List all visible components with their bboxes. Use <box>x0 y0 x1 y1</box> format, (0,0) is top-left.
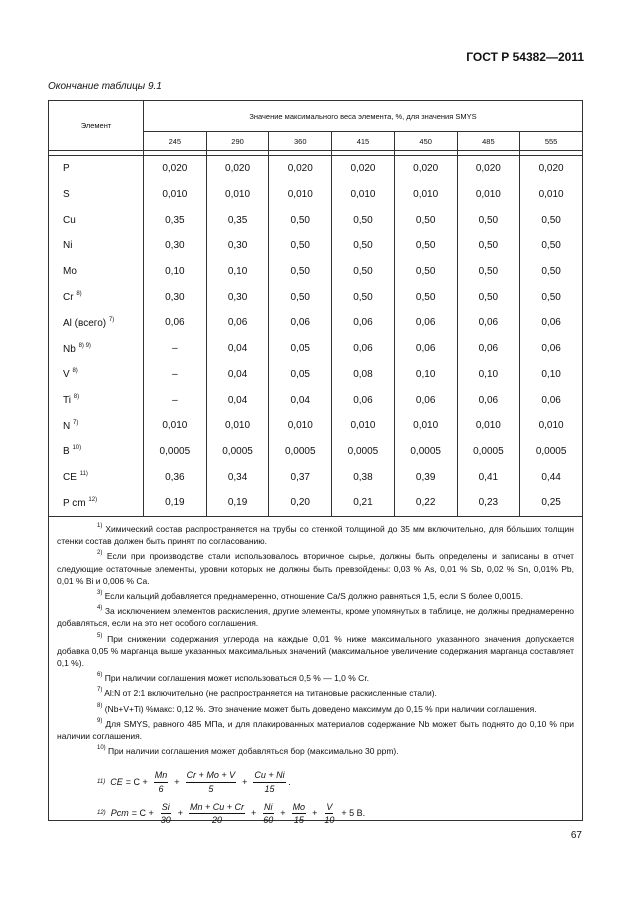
value-cell: 0,35 <box>144 207 207 233</box>
value-cell: 0,04 <box>206 387 269 413</box>
value-cell: 0,50 <box>520 284 583 310</box>
value-cell: 0,50 <box>457 233 520 259</box>
value-cell: 0,010 <box>520 182 583 208</box>
value-cell: 0,05 <box>269 362 332 388</box>
value-cell: 0,50 <box>269 207 332 233</box>
value-cell: 0,50 <box>332 259 395 285</box>
value-cell: 0,50 <box>520 233 583 259</box>
value-cell: 0,23 <box>457 490 520 516</box>
footnote: $^{7)}$ Al:N от 2:1 включительно (не распространяется на титановые раскисленные стали). <box>97 687 437 699</box>
value-cell: 0,50 <box>332 233 395 259</box>
value-cell: 0,06 <box>332 310 395 336</box>
value-cell: 0,06 <box>520 310 583 336</box>
table-row <box>49 284 583 310</box>
table-row <box>49 387 583 413</box>
table-row <box>49 207 583 233</box>
value-cell: 0,50 <box>269 233 332 259</box>
footnote: $^{6)}$ При наличии соглашения может использоваться 0,5 % — 1,0 % Cr. <box>97 672 370 684</box>
value-cell: 0,50 <box>332 207 395 233</box>
smys-header-cell: 245 <box>144 132 207 151</box>
value-cell: 0,04 <box>206 362 269 388</box>
value-cell: 0,010 <box>394 182 457 208</box>
value-cell: 0,05 <box>269 336 332 362</box>
value-cell: 0,50 <box>269 259 332 285</box>
value-cell: – <box>144 387 207 413</box>
value-cell: 0,50 <box>394 284 457 310</box>
value-cell: 0,06 <box>520 336 583 362</box>
smys-header-cell: 360 <box>269 132 332 151</box>
value-cell: 0,0005 <box>394 439 457 465</box>
table-row <box>49 490 583 516</box>
element-name-cell: Cu <box>49 207 144 233</box>
element-name-cell: CE $^{11)}$ <box>49 464 144 490</box>
value-cell: 0,010 <box>144 413 207 439</box>
value-cell: 0,20 <box>269 490 332 516</box>
smys-header-cell: 415 <box>332 132 395 151</box>
element-name-cell: V $^{8)}$ <box>49 362 144 388</box>
value-cell: 0,38 <box>332 464 395 490</box>
value-cell: 0,06 <box>520 387 583 413</box>
value-cell: 0,010 <box>206 413 269 439</box>
value-cell: 0,19 <box>206 490 269 516</box>
value-cell: 0,010 <box>520 413 583 439</box>
value-cell: 0,25 <box>520 490 583 516</box>
footnote: $^{3)}$ Если кальций добавляется преднамеренно, отношение Ca/S должно равняться 1,5, если S более 0,0015. <box>97 590 523 602</box>
element-name-cell: B $^{10)}$ <box>49 439 144 465</box>
value-cell: 0,35 <box>206 207 269 233</box>
value-cell: 0,010 <box>144 182 207 208</box>
value-cell: 0,50 <box>520 259 583 285</box>
pcm-formula: 12) Pcm = C + $\frac{Si}{30}$ + $\frac{Mn + Cu + Cr}{20}$ + $\frac{Ni}{60}$ + $\frac{Mo}{15}$ + $\frac{V}{10}$ + 5 B. <box>97 801 366 826</box>
value-cell: 0,06 <box>206 310 269 336</box>
smys-header-cell: 555 <box>520 132 583 151</box>
element-name-cell: Mo <box>49 259 144 285</box>
value-cell: 0,10 <box>144 259 207 285</box>
table-row <box>49 362 583 388</box>
value-cell: 0,39 <box>394 464 457 490</box>
element-name-cell: Ni <box>49 233 144 259</box>
value-cell: 0,50 <box>457 259 520 285</box>
table-row <box>49 156 583 182</box>
value-cell: 0,50 <box>269 284 332 310</box>
element-name-cell: P cm $^{12)}$ <box>49 490 144 516</box>
footnote: $^{4)}$ За исключением элементов раскисления, другие элементы, кроме упомянутых в таблице, не должны преднамеренно добавляться, если на это нет особого соглашения. <box>57 605 574 629</box>
value-cell: 0,020 <box>520 156 583 182</box>
value-cell: 0,50 <box>394 207 457 233</box>
ce-formula: 11) CE = C + $\frac{Mn}{6}$ + $\frac{Cr + Mo + V}{5}$ + $\frac{Cu + Ni}{15}$ . <box>97 770 292 794</box>
value-cell: 0,010 <box>269 182 332 208</box>
value-cell: 0,020 <box>394 156 457 182</box>
value-cell: 0,50 <box>332 284 395 310</box>
value-cell: 0,08 <box>332 362 395 388</box>
table-caption: Окончание таблицы 9.1 <box>48 81 162 92</box>
value-cell: 0,50 <box>457 207 520 233</box>
value-cell: 0,010 <box>332 182 395 208</box>
value-cell: 0,30 <box>206 284 269 310</box>
element-name-cell: N $^{7)}$ <box>49 413 144 439</box>
value-cell: 0,41 <box>457 464 520 490</box>
footnote: $^{1)}$ Химический состав распространяется на трубы со стенкой толщиной до 35 мм включительно, для бо́льших толщин стенки состав должен быть принят по согласованию. <box>57 523 574 547</box>
value-cell: 0,36 <box>144 464 207 490</box>
value-cell: 0,04 <box>269 387 332 413</box>
value-cell: 0,06 <box>394 336 457 362</box>
value-cell: 0,10 <box>457 362 520 388</box>
value-cell: 0,06 <box>457 387 520 413</box>
value-cell: 0,30 <box>144 284 207 310</box>
value-cell: 0,50 <box>520 207 583 233</box>
value-cell: 0,0005 <box>206 439 269 465</box>
table-row <box>49 413 583 439</box>
value-cell: 0,06 <box>144 310 207 336</box>
value-cell: 0,06 <box>457 310 520 336</box>
value-cell: 0,06 <box>332 387 395 413</box>
value-cell: 0,30 <box>206 233 269 259</box>
value-cell: 0,020 <box>206 156 269 182</box>
element-name-cell: S <box>49 182 144 208</box>
value-cell: 0,0005 <box>332 439 395 465</box>
footnote: $^{10)}$ При наличии соглашения может добавляться бор (максимально 30 ppm). <box>97 745 399 757</box>
value-cell: 0,04 <box>206 336 269 362</box>
value-cell: 0,21 <box>332 490 395 516</box>
smys-header-cell: 450 <box>394 132 457 151</box>
value-cell: 0,010 <box>206 182 269 208</box>
value-cell: 0,06 <box>457 336 520 362</box>
element-name-cell: Cr $^{8)}$ <box>49 284 144 310</box>
footnote: $^{9)}$ Для SMYS, равного 485 МПа, и для плакированных материалов содержание Nb может быть поднято до 0,10 % при наличии соглашения. <box>57 717 574 742</box>
table-footnotes <box>48 514 583 826</box>
value-cell: 0,010 <box>457 413 520 439</box>
value-cell: 0,010 <box>457 182 520 208</box>
table-row <box>49 233 583 259</box>
value-cell: 0,020 <box>332 156 395 182</box>
value-cell: 0,30 <box>144 233 207 259</box>
value-cell: 0,37 <box>269 464 332 490</box>
value-cell: 0,0005 <box>520 439 583 465</box>
value-cell: 0,06 <box>332 336 395 362</box>
element-name-cell: P <box>49 156 144 182</box>
value-cell: 0,06 <box>394 387 457 413</box>
footnote: $^{8)}$ (Nb+V+Ti) %макс: 0,12 %. Это значение может быть доведено максимум до 0,15 % при наличии соглашения. <box>97 702 537 714</box>
value-cell: 0,020 <box>269 156 332 182</box>
value-cell: 0,10 <box>394 362 457 388</box>
footnote: $^{2)}$ Если при производстве стали использовалось вторичное сырье, должны быть определены и записаны в отчет следующие остаточные элементы, уровни которых не должны быть превзойдены: 0,03 % As, 0,01 % Sb, 0,02 % Sn, 0,01% Pb, 0,01 % Bi и 0,006 % Ca. <box>57 550 574 586</box>
value-cell: 0,010 <box>394 413 457 439</box>
value-cell: 0,020 <box>457 156 520 182</box>
value-cell: 0,19 <box>144 490 207 516</box>
smys-header-cell: 290 <box>206 132 269 151</box>
value-cell: – <box>144 362 207 388</box>
value-cell: 0,50 <box>457 284 520 310</box>
value-cell: 0,0005 <box>457 439 520 465</box>
page-number: 67 <box>570 830 582 841</box>
value-cell: 0,34 <box>206 464 269 490</box>
value-cell: 0,010 <box>332 413 395 439</box>
value-cell: 0,22 <box>394 490 457 516</box>
table-row <box>49 310 583 336</box>
element-name-cell: Nb $^{8) 9)}$ <box>49 336 144 362</box>
document-header: ГОСТ Р 54382—2011 <box>466 50 584 64</box>
value-cell: 0,44 <box>520 464 583 490</box>
smys-header-cell: 485 <box>457 132 520 151</box>
value-cell: 0,50 <box>394 233 457 259</box>
value-cell: 0,010 <box>269 413 332 439</box>
smys-span-header: Значение максимального веса элемента, %, для значения SMYS <box>144 101 583 132</box>
table-row <box>49 464 583 490</box>
value-cell: 0,06 <box>269 310 332 336</box>
value-cell: 0,10 <box>520 362 583 388</box>
table-row <box>49 439 583 465</box>
chemical-composition-table <box>48 100 583 517</box>
value-cell: 0,0005 <box>269 439 332 465</box>
value-cell: 0,50 <box>394 259 457 285</box>
table-row <box>49 259 583 285</box>
element-name-cell: Ti $^{8)}$ <box>49 387 144 413</box>
element-name-cell: Al (всего) $^{7)}$ <box>49 310 144 336</box>
value-cell: 0,0005 <box>144 439 207 465</box>
value-cell: 0,10 <box>206 259 269 285</box>
element-column-header: Элемент <box>49 101 144 151</box>
value-cell: – <box>144 336 207 362</box>
value-cell: 0,06 <box>394 310 457 336</box>
footnote: $^{5)}$ При снижении содержания углерода на каждые 0,01 % ниже максимального указанного значения допускается добавка 0,05 % марганца выше указанных максимальных значений (максимальное увеличение содержания марганца составляет 0,1 %). <box>57 632 574 669</box>
table-row <box>49 182 583 208</box>
value-cell: 0,020 <box>144 156 207 182</box>
table-row <box>49 336 583 362</box>
